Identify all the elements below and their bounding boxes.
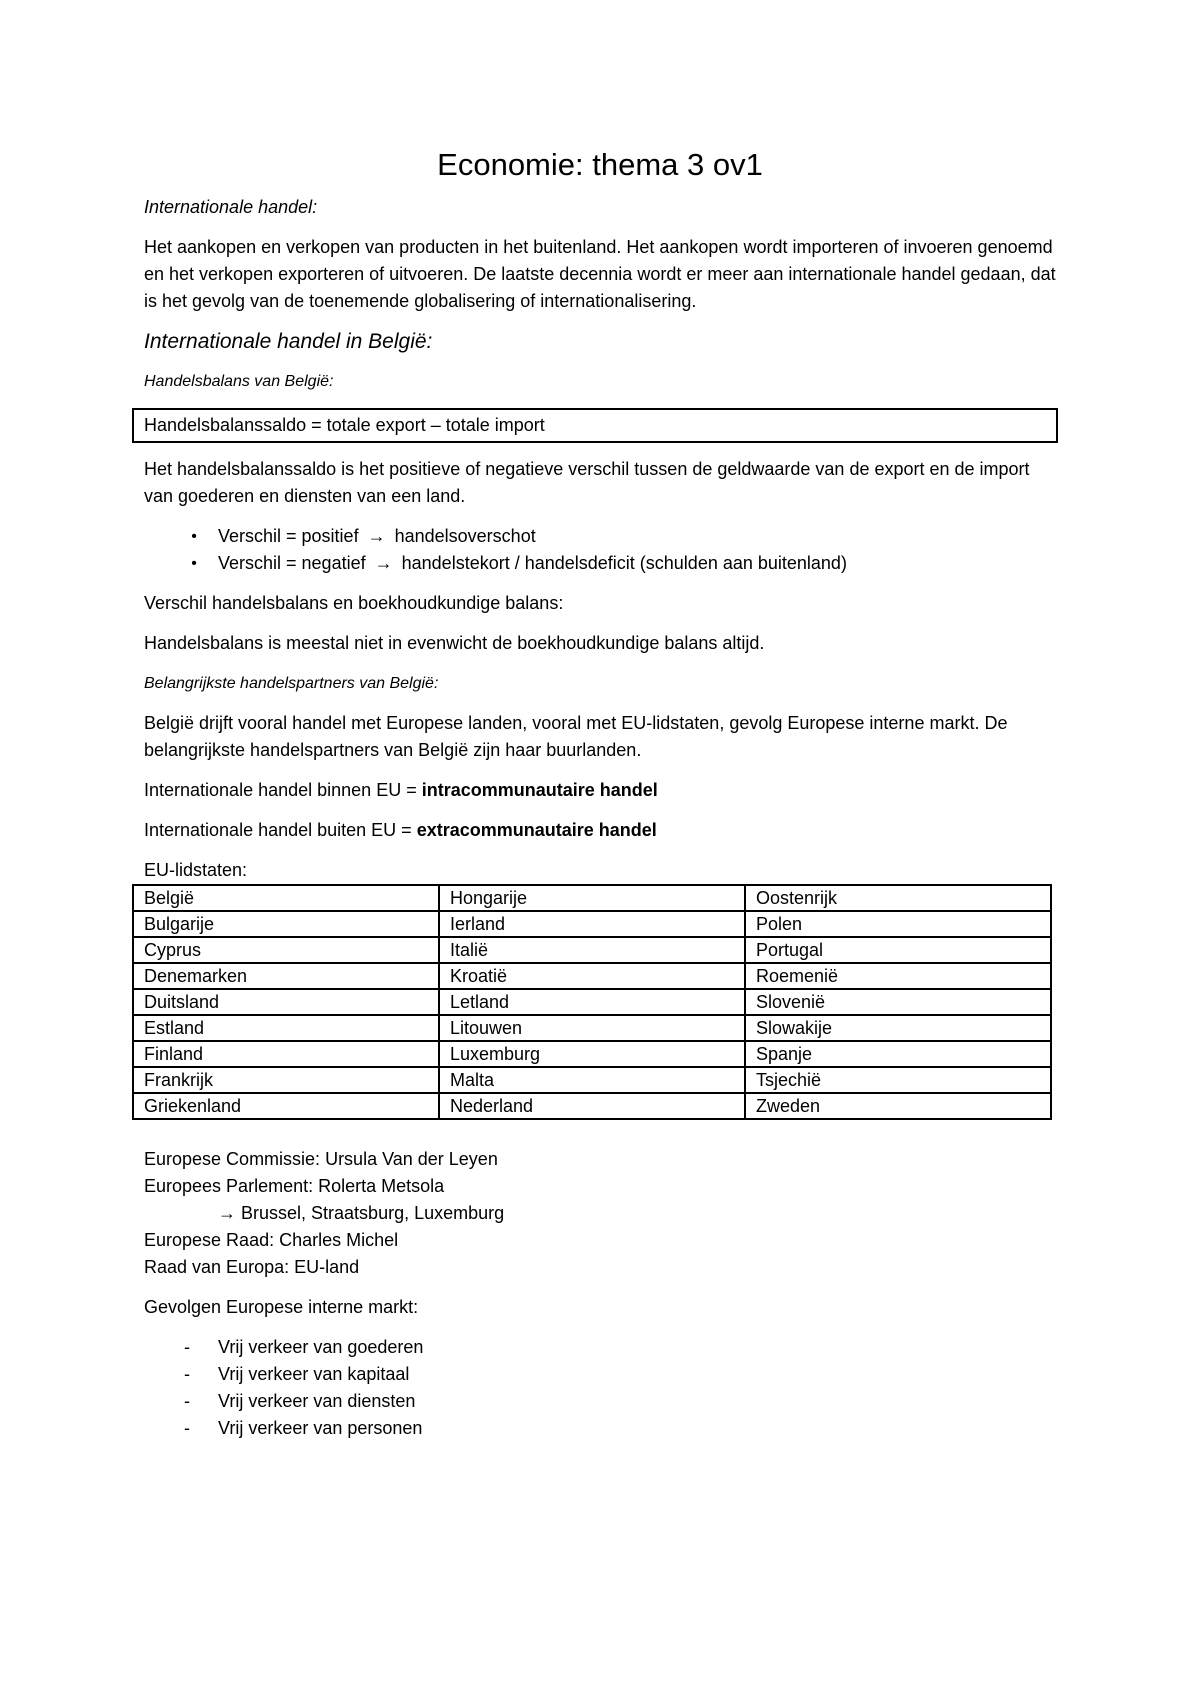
bullet-right-text: handelsoverschot bbox=[394, 526, 536, 546]
document-content bbox=[144, 145, 1056, 1442]
table-cell: Hongarije bbox=[439, 885, 745, 911]
bullet-icon: • bbox=[191, 528, 197, 545]
table-cell: Polen bbox=[745, 911, 1051, 937]
balance-bullet-list bbox=[144, 523, 1056, 577]
table-cell: Nederland bbox=[439, 1093, 745, 1119]
eu-table-label: EU-lidstaten: bbox=[144, 860, 248, 880]
table-cell: België bbox=[133, 885, 439, 911]
table-cell: Tsjechië bbox=[745, 1067, 1051, 1093]
org-council: Europese Raad: Charles Michel bbox=[144, 1230, 399, 1250]
list-item-text: Vrij verkeer van personen bbox=[218, 1418, 423, 1438]
table-row bbox=[133, 989, 1051, 1015]
list-item-text: Vrij verkeer van kapitaal bbox=[218, 1364, 410, 1384]
table-row bbox=[133, 1041, 1051, 1067]
table-cell: Slovenië bbox=[745, 989, 1051, 1015]
list-item bbox=[144, 550, 1056, 577]
table-cell: Spanje bbox=[745, 1041, 1051, 1067]
list-item bbox=[144, 1334, 1056, 1361]
table-cell: Estland bbox=[133, 1015, 439, 1041]
list-item bbox=[144, 1415, 1056, 1442]
table-cell: Italië bbox=[439, 937, 745, 963]
table-cell: Slowakije bbox=[745, 1015, 1051, 1041]
table-cell: Oostenrijk bbox=[745, 885, 1051, 911]
subheading-internal-market: Gevolgen Europese interne markt: bbox=[144, 1297, 419, 1317]
definition-intra-term: intracommunautaire handel bbox=[421, 780, 658, 800]
formula-box: Handelsbalanssaldo = totale export – totale import bbox=[132, 408, 1058, 443]
subheading-trade-balance: Handelsbalans van België: bbox=[144, 373, 334, 390]
table-cell: Griekenland bbox=[133, 1093, 439, 1119]
list-item bbox=[144, 523, 1056, 550]
table-cell: Finland bbox=[133, 1041, 439, 1067]
table-cell: Denemarken bbox=[133, 963, 439, 989]
table-cell: Frankrijk bbox=[133, 1067, 439, 1093]
table-row bbox=[133, 937, 1051, 963]
definition-intra bbox=[144, 777, 1056, 804]
table-cell: Bulgarije bbox=[133, 911, 439, 937]
list-item-text: Vrij verkeer van goederen bbox=[218, 1337, 424, 1357]
page-title: Economie: thema 3 ov1 bbox=[437, 147, 763, 182]
arrow-right-icon: → bbox=[374, 553, 393, 573]
list-item bbox=[144, 1388, 1056, 1415]
definition-extra-term: extracommunautaire handel bbox=[416, 820, 657, 840]
table-cell: Roemenië bbox=[745, 963, 1051, 989]
table-cell: Luxemburg bbox=[439, 1041, 745, 1067]
table-row bbox=[133, 911, 1051, 937]
list-item bbox=[144, 1361, 1056, 1388]
section-heading-international-trade: Internationale handel: bbox=[144, 197, 318, 217]
definition-intra-prefix: Internationale handel binnen EU = bbox=[144, 780, 422, 800]
table-cell: Ierland bbox=[439, 911, 745, 937]
section-heading-belgium: Internationale handel in België: bbox=[144, 330, 433, 353]
dash-icon: - bbox=[184, 1391, 190, 1411]
definition-extra-prefix: Internationale handel buiten EU = bbox=[144, 820, 417, 840]
paragraph-trade-balance: Het handelsbalanssaldo is het positieve of negatieve verschil tussen de geldwaarde van de export en de import van goederen en diensten van een land. bbox=[144, 459, 1030, 506]
org-parliament-seats bbox=[144, 1200, 1056, 1227]
dash-icon: - bbox=[184, 1418, 190, 1438]
table-cell: Cyprus bbox=[133, 937, 439, 963]
table-row bbox=[133, 1093, 1051, 1119]
table-cell: Duitsland bbox=[133, 989, 439, 1015]
table-row bbox=[133, 963, 1051, 989]
paragraph-trade-partners: België drijft vooral handel met Europese landen, vooral met EU-lidstaten, gevolg Europese interne markt. De belangrijkste handelspartners van België zijn haar buurlanden. bbox=[144, 713, 1008, 760]
bullet-icon: • bbox=[191, 555, 197, 572]
definition-extra bbox=[144, 817, 1056, 844]
paragraph-international-trade: Het aankopen en verkopen van producten in het buitenland. Het aankopen wordt importeren of invoeren genoemd en het verkopen exporteren of uitvoeren. De laatste decennia wordt er meer aan internationale handel gedaan, dat is het gevolg van de toenemende globalisering of internationalisering. bbox=[144, 237, 1056, 311]
arrow-right-icon: → bbox=[218, 1203, 236, 1223]
table-row bbox=[133, 1067, 1051, 1093]
table-cell: Letland bbox=[439, 989, 745, 1015]
table-cell: Litouwen bbox=[439, 1015, 745, 1041]
table-cell: Kroatië bbox=[439, 963, 745, 989]
table-row bbox=[133, 885, 1051, 911]
dash-icon: - bbox=[184, 1364, 190, 1384]
bullet-left-text: Verschil = positief bbox=[218, 526, 359, 546]
arrow-right-icon: → bbox=[367, 526, 386, 546]
table-row bbox=[133, 1015, 1051, 1041]
table-cell: Malta bbox=[439, 1067, 745, 1093]
org-parliament: Europees Parlement: Rolerta Metsola bbox=[144, 1176, 445, 1196]
market-dash-list bbox=[144, 1334, 1056, 1442]
parliament-seats-text: Brussel, Straatsburg, Luxemburg bbox=[241, 1203, 505, 1223]
subheading-balance-difference: Verschil handelsbalans en boekhoudkundige balans: bbox=[144, 593, 564, 613]
table-cell: Portugal bbox=[745, 937, 1051, 963]
bullet-right-text: handelstekort / handelsdeficit (schulden aan buitenland) bbox=[401, 553, 847, 573]
table-cell: Zweden bbox=[745, 1093, 1051, 1119]
list-item-text: Vrij verkeer van diensten bbox=[218, 1391, 416, 1411]
org-commission: Europese Commissie: Ursula Van der Leyen bbox=[144, 1149, 498, 1169]
bullet-left-text: Verschil = negatief bbox=[218, 553, 366, 573]
subheading-trade-partners: Belangrijkste handelspartners van België: bbox=[144, 675, 439, 692]
org-council-of-europe: Raad van Europa: EU-land bbox=[144, 1257, 360, 1277]
dash-icon: - bbox=[184, 1337, 190, 1357]
paragraph-balance-difference: Handelsbalans is meestal niet in evenwicht de boekhoudkundige balans altijd. bbox=[144, 633, 765, 653]
eu-member-table bbox=[132, 884, 1052, 1120]
